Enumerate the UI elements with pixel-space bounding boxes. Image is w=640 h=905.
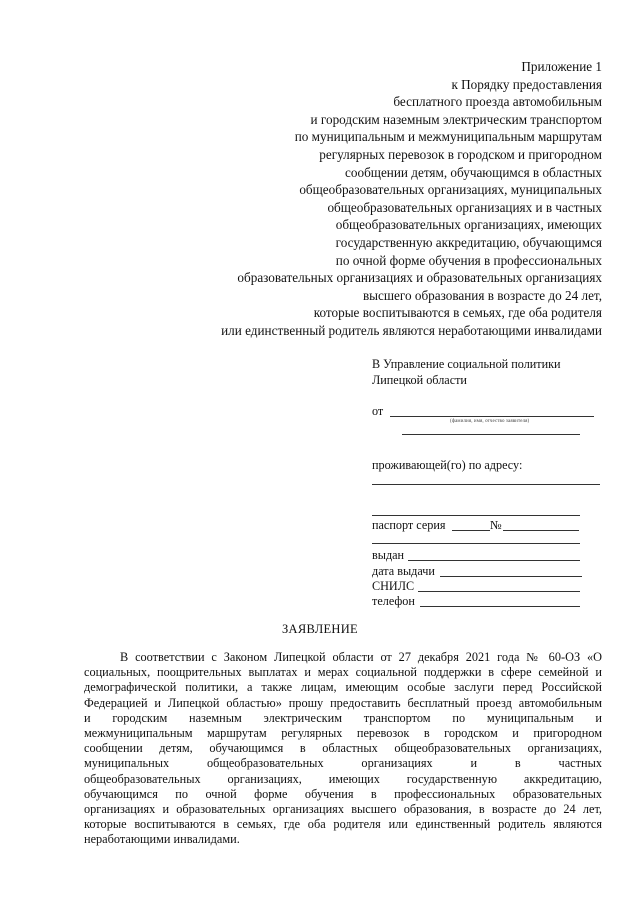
issued-field[interactable]: [408, 560, 580, 561]
residence-field-extra[interactable]: [372, 515, 580, 516]
from-field-extra[interactable]: [402, 434, 580, 435]
annex-line: к Порядку предоставления: [451, 76, 602, 92]
snils-label: СНИЛС: [372, 579, 415, 593]
statement-line: которые воспитываются в семьях, где оба родителя или единственный родитель являются: [84, 817, 602, 832]
statement-line: демографической политики, а также лицам, имеющим особые заслуги перед Российской: [84, 680, 602, 695]
annex-line: по очной форме обучения в профессиональных: [335, 252, 602, 268]
annex-line: или единственный родитель являются неработающими инвалидами: [221, 322, 602, 338]
issue-date-label: дата выдачи: [372, 564, 435, 578]
annex-line: которые воспитываются в семьях, где оба родителя: [313, 305, 602, 321]
from-field[interactable]: [390, 416, 594, 417]
recipient-line: В Управление социальной политики: [372, 357, 561, 371]
passport-number-label: №: [490, 518, 502, 532]
statement-line: социальных, поощрительных выплатах и мерах социальной поддержки в сфере семейной и: [84, 665, 602, 680]
annex-line: регулярных перевозок в городском и пригородном: [319, 146, 602, 162]
from-label: от: [372, 404, 384, 418]
statement-line: общеобразовательных организациях, имеющих государственную аккредитацию,: [84, 771, 602, 786]
statement-line: сообщении детям, обучающимся в областных общеобразовательных организациях,: [84, 741, 602, 756]
statement-line: неработающими инвалидами.: [84, 832, 240, 847]
statement-body: [84, 650, 602, 848]
from-caption: (фамилия, имя, отчество заявителя): [450, 419, 530, 424]
passport-series-label: паспорт серия: [372, 518, 446, 532]
annex-line: высшего образования в возрасте до 24 лет,: [362, 287, 602, 303]
residence-label: проживающей(го) по адресу:: [372, 458, 523, 472]
residence-field[interactable]: [372, 484, 600, 485]
annex-line: сообщении детям, обучающимся в областных: [345, 164, 602, 180]
issue-date-field[interactable]: [440, 576, 582, 577]
passport-field-extra[interactable]: [372, 543, 580, 544]
statement-line: В соответствии с Законом Липецкой области от 27 декабря 2021 года № 60-ОЗ «О: [120, 650, 602, 664]
annex-line: бесплатного проезда автомобильным: [393, 94, 602, 110]
phone-field[interactable]: [420, 606, 580, 607]
issued-label: выдан: [372, 548, 405, 562]
statement-line: и городским наземным электрическим транспортом по муниципальным и: [84, 710, 602, 725]
recipient-block: [372, 356, 602, 388]
phone-label: телефон: [372, 594, 415, 608]
statement-line: межмуниципальным маршрутам регулярных перевозок в городском и пригородном: [84, 726, 602, 741]
statement-line: организациях и образовательных организациях высшего образования, в возрасте до 24 лет,: [84, 802, 602, 817]
statement-line: муниципальных общеобразовательных организациях и в частных: [84, 756, 602, 771]
annex-line: общеобразовательных организациях, муниципальных: [299, 182, 602, 198]
statement-line: обучающимся по очной форме обучения в профессиональных образовательных: [84, 786, 602, 801]
annex-header: [82, 58, 602, 340]
passport-number-field[interactable]: [503, 530, 579, 531]
annex-line: общеобразовательных организациях, имеющих: [335, 217, 602, 233]
annex-line: Приложение 1: [521, 59, 602, 74]
passport-series-field[interactable]: [452, 530, 490, 531]
annex-line: общеобразовательных организациях и в частных: [327, 199, 602, 215]
statement-line: Федерацией и Липецкой областью» прошу предоставить бесплатный проезд автомобильным: [84, 695, 602, 710]
annex-line: образовательных организациях и образовательных организациях: [237, 270, 602, 286]
recipient-line: Липецкой области: [372, 373, 467, 387]
annex-line: государственную аккредитацию, обучающимся: [335, 234, 602, 250]
statement-title: ЗАЯВЛЕНИЕ: [282, 622, 358, 636]
snils-field[interactable]: [418, 591, 580, 592]
annex-line: и городским наземным электрическим транспортом: [310, 111, 602, 127]
annex-line: по муниципальным и межмуниципальным маршрутам: [294, 129, 602, 145]
